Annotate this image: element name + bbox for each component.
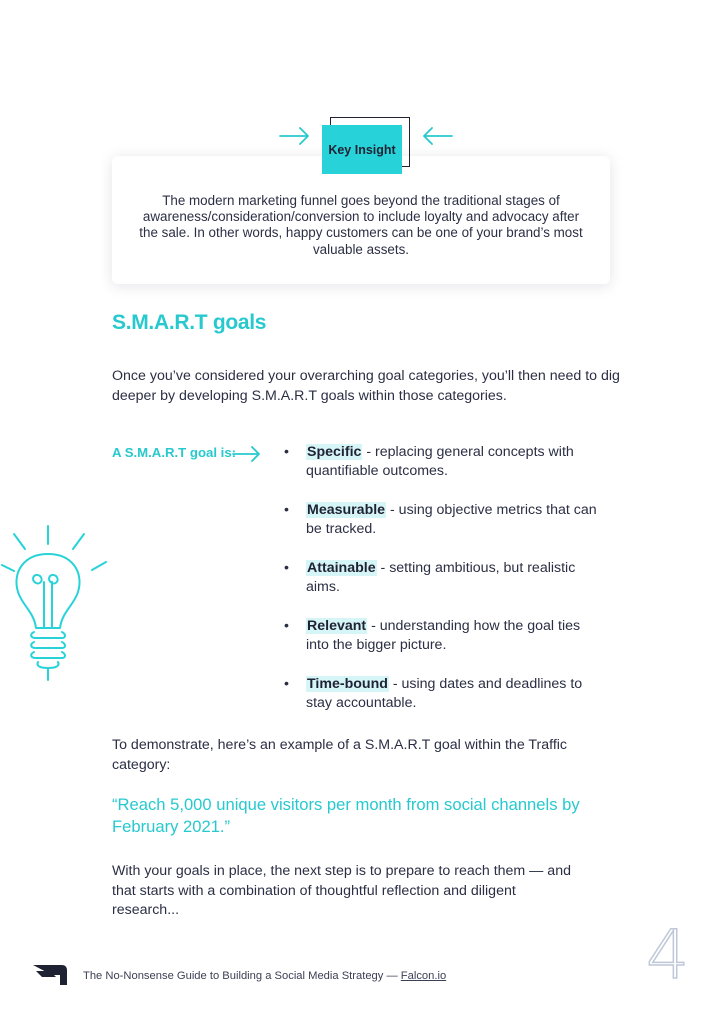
- arrow-right-icon: [279, 126, 311, 146]
- goal-description: - using dates and deadlines to stay accountable.: [306, 676, 583, 711]
- goal-term: Measurable: [307, 502, 386, 518]
- goal-term: Relevant: [307, 618, 367, 634]
- bullet: •: [284, 502, 289, 518]
- footer-text: [83, 970, 446, 982]
- goal-term: Time-bound: [307, 676, 388, 692]
- example-quote: “Reach 5,000 unique visitors per month from social channels by February 2021.”: [112, 795, 580, 836]
- goal-description: - using objective metrics that can be tracked.: [306, 502, 597, 537]
- list-item: [284, 617, 604, 655]
- goal-description: - understanding how the goal ties into the bigger picture.: [306, 618, 581, 653]
- goal-term: Specific: [307, 444, 362, 460]
- list-item: [284, 675, 604, 713]
- arrow-left-icon: [421, 126, 453, 146]
- bullet: •: [284, 560, 289, 576]
- intro-paragraph: Once you’ve considered your overarching goal categories, you’ll then need to dig deeper by developing S.M.A.R.T goals within those categories.: [112, 368, 620, 404]
- goal-description: - setting ambitious, but realistic aims.: [306, 560, 576, 595]
- bullet: •: [284, 444, 289, 460]
- page-number: 4: [646, 916, 690, 995]
- falcon-logo-icon: [32, 963, 68, 987]
- list-item: [284, 501, 604, 539]
- footer-link[interactable]: Falcon.io: [400, 970, 447, 982]
- goal-term: Attainable: [307, 560, 376, 576]
- key-insight-text: The modern marketing funnel goes beyond the traditional stages of awareness/consideration/conversion to include loyalty and advocacy after the sale. In other words, happy customers can be one of your brand’s most valuable assets.: [139, 193, 583, 257]
- section-heading: S.M.A.R.T goals: [112, 311, 267, 334]
- key-insight-tag: Key Insight: [322, 125, 402, 174]
- goal-description: - replacing general concepts with quantifiable outcomes.: [306, 444, 574, 479]
- list-item: [284, 559, 604, 597]
- arrow-right-icon: [232, 445, 262, 463]
- footer-title: The No-Nonsense Guide to Building a Social Media Strategy —: [83, 970, 401, 982]
- smart-goal-list: [284, 443, 604, 733]
- closing-paragraph: With your goals in place, the next step is to prepare to reach them — and that starts with a combination of thoughtful reflection and diligent research...: [112, 863, 571, 918]
- goal-label: A S.M.A.R.T goal is:: [112, 445, 237, 460]
- bullet: •: [284, 676, 289, 692]
- list-item: [284, 443, 604, 481]
- lightbulb-icon: [0, 520, 115, 690]
- bullet: •: [284, 618, 289, 634]
- example-intro: To demonstrate, here’s an example of a S.M.A.R.T goal within the Traffic category:: [112, 737, 568, 773]
